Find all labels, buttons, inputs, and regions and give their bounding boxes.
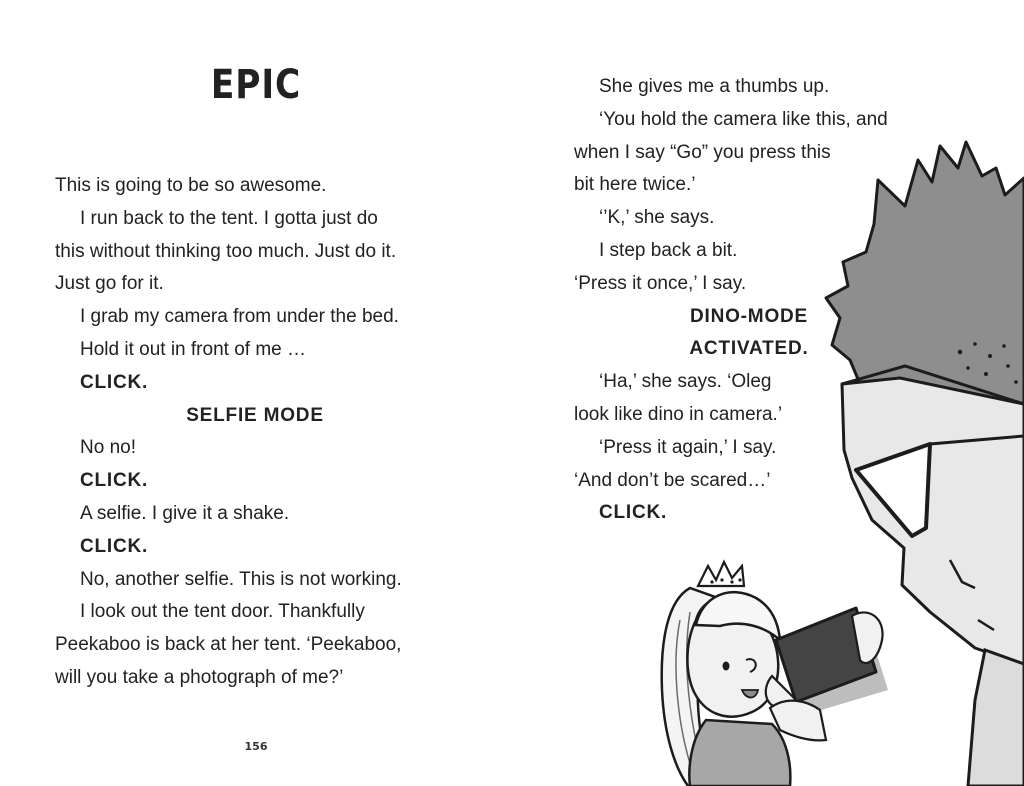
text-line: ‘Ha,’ she says. ‘Oleg: [599, 371, 772, 393]
text-line: bit here twice.’: [574, 174, 696, 196]
emphasis-line: CLICK.: [599, 502, 668, 524]
girl-body: [689, 720, 790, 786]
emphasis-line: CLICK.: [80, 371, 149, 393]
boy-neck-shoulder: [968, 650, 1024, 786]
text-line: will you take a photograph of me?’: [55, 666, 344, 688]
text-line: ‘Press it again,’ I say.: [599, 436, 777, 458]
text-line: Peekaboo is back at her tent. ‘Peekaboo,: [55, 634, 402, 656]
text-line: This is going to be so awesome.: [55, 175, 327, 196]
emphasis-line: CLICK.: [80, 470, 149, 492]
emphasis-line: DINO-MODE: [689, 305, 809, 327]
text-line: look like dino in camera.’: [574, 403, 783, 425]
text-line: Hold it out in front of me …: [80, 338, 306, 360]
text-line: ‘Press it once,’ I say.: [574, 272, 747, 294]
text-line: when I say “Go” you press this: [574, 141, 831, 163]
emphasis-line: ACTIVATED.: [689, 338, 809, 360]
text-line: A selfie. I give it a shake.: [80, 502, 290, 524]
boy-spiky-hair: [826, 142, 1024, 420]
emphasis-line: SELFIE MODE: [186, 404, 324, 426]
text-line: this without thinking too much. Just do it.: [55, 240, 397, 262]
text-line: I grab my camera from under the bed.: [80, 306, 399, 328]
chapter-title: EPIC: [210, 62, 302, 108]
girl-eye: [723, 662, 730, 671]
girl-figure: [662, 562, 888, 786]
text-line: ‘And don’t be scared…’: [574, 469, 771, 491]
text-line: No no!: [80, 437, 136, 459]
tiara-icon: [698, 562, 744, 586]
text-line: She gives me a thumbs up.: [599, 76, 830, 97]
text-line: I step back a bit.: [599, 239, 738, 261]
text-line: I look out the tent door. Thankfully: [80, 601, 365, 623]
text-line: No, another selfie. This is not working.: [80, 568, 402, 590]
emphasis-line: CLICK.: [80, 535, 149, 557]
page-number: 156: [244, 740, 268, 753]
text-line: ‘’K,’ she says.: [599, 207, 715, 229]
text-line: Just go for it.: [55, 273, 164, 295]
text-line: I run back to the tent. I gotta just do: [80, 207, 378, 229]
text-line: ‘You hold the camera like this, and: [599, 108, 888, 130]
